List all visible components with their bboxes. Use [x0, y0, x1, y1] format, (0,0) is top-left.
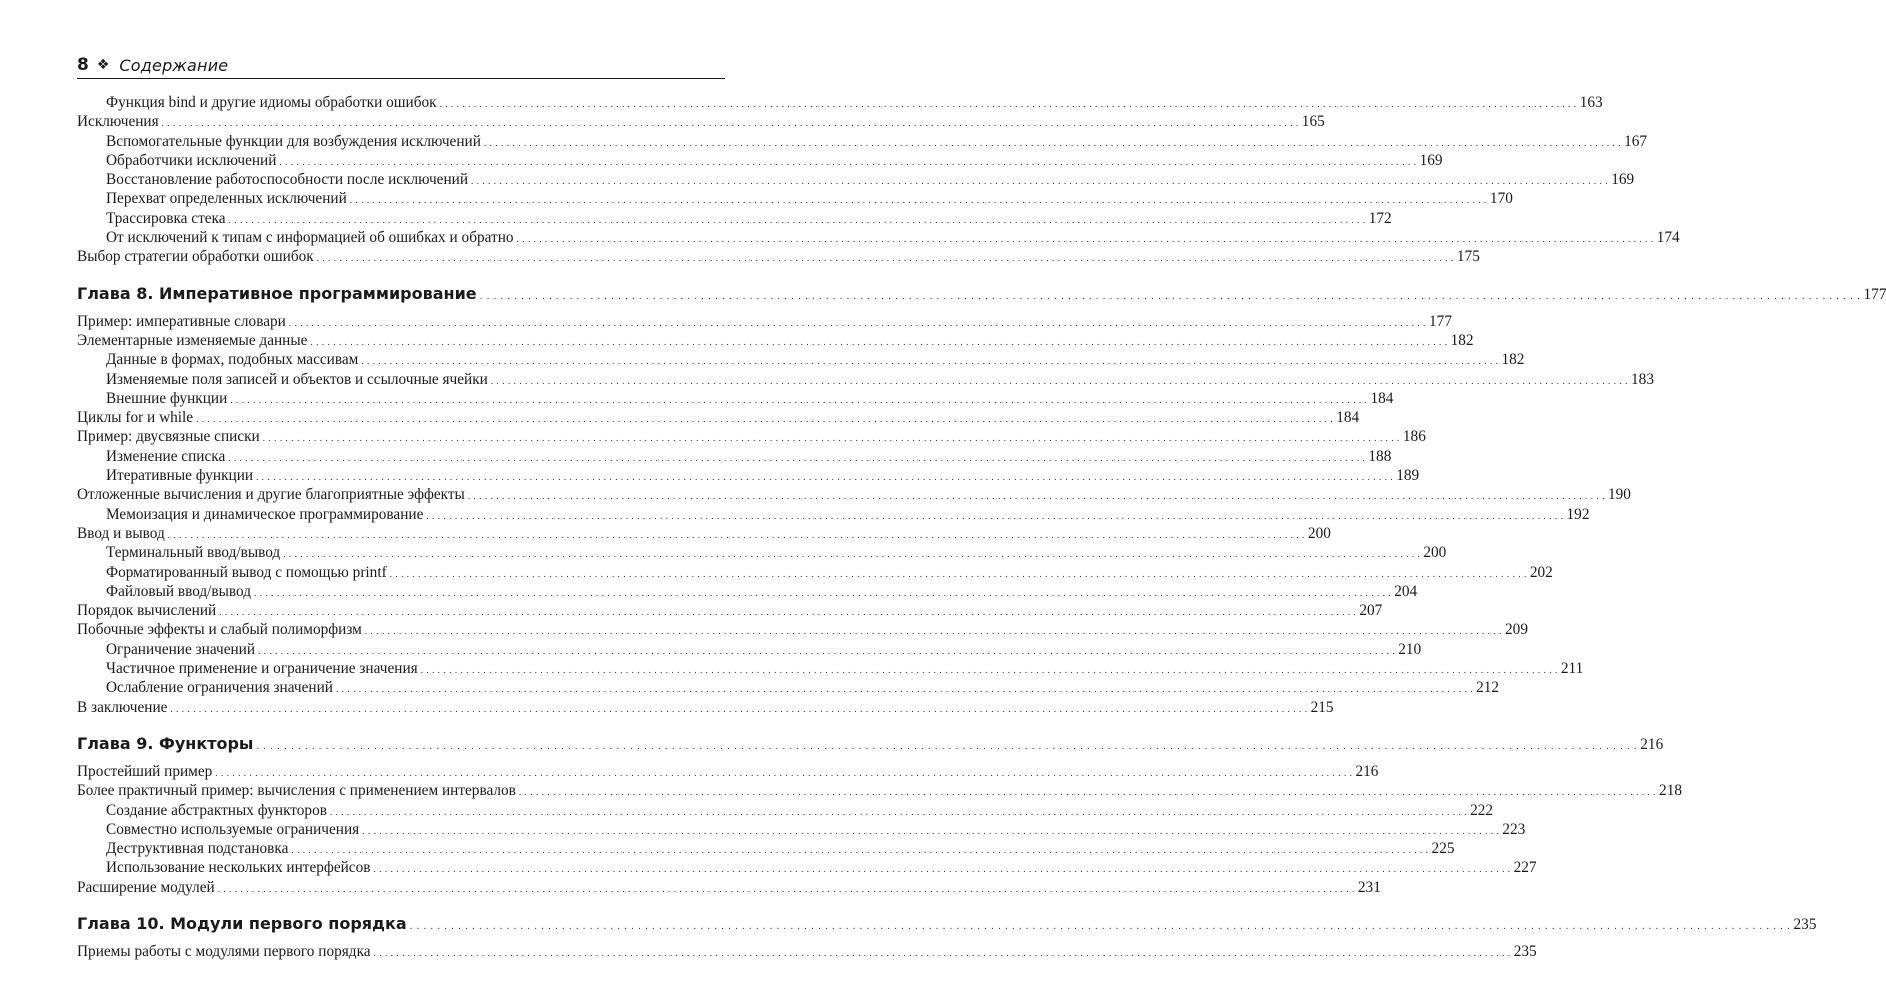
toc-entry-page: 184 — [1370, 389, 1394, 407]
dot-leader: . . . . . . . . . . . . . . . . . . . . . . . . . . . . . . . . . . . . . . . . . . . . . . . . . . . . . . . . . . . . . . . . . . . . . . . . . . . . . . . . . . . . . . . . . . . . . . . . . . . . . . . . . . . . . . . . . . . . . . . . . . . . . . . . . . . . . . . . . . . . . . . . . . . . . . . . . . . . . . . . . . . . . . . . . . . . . . . . . . . . . . . . . . . . . . . . . . . . . . . . — [518, 787, 1657, 798]
toc-entry-page: 212 — [1476, 679, 1500, 697]
toc-entry-page: 167 — [1624, 132, 1648, 150]
toc-entry-title: Терминальный ввод/вывод — [106, 544, 281, 562]
toc-entry-title: Порядок вычислений — [77, 602, 217, 620]
toc-entry-page: 200 — [1423, 544, 1447, 562]
toc-entry-title: Деструктивная подстановка — [106, 840, 289, 858]
toc-entry-title: Частичное применение и ограничение значения — [106, 660, 418, 678]
toc-entry-page: 235 — [1793, 915, 1817, 933]
toc-entry-title: Совместно используемые ограничения — [106, 820, 360, 838]
toc-entry-title: Исключения — [77, 113, 159, 131]
toc-entry-title: Простейший пример — [77, 762, 213, 780]
toc-entry-page: 227 — [1513, 859, 1537, 877]
toc-entry[interactable] — [77, 563, 1553, 582]
toc-entry[interactable] — [77, 942, 1537, 961]
toc-entry-page: 174 — [1656, 229, 1680, 247]
toc-chapter-entry[interactable] — [77, 279, 1886, 309]
dot-leader: . . . . . . . . . . . . . . . . . . . . . . . . . . . . . . . . . . . . . . . . . . . . . . . . . . . . . . . . . . . . . . . . . . . . . . . . . . . . . . . . . . . . . . . . . . . . . . . . . . . . . . . . . . . . . . . . . . . . . . . . . . . . . . . . . . . . . . . . . . . . . . . . . . . . . . . . . . . . . . . . . . . . . . . . . . . . . . . . . . . . . . . . . . . . . . . . . . . . . . . . — [215, 767, 1353, 778]
dot-leader: . . . . . . . . . . . . . . . . . . . . . . . . . . . . . . . . . . . . . . . . . . . . . . . . . . . . . . . . . . . . . . . . . . . . . . . . . . . . . . . . . . . . . . . . . . . . . . . . . . . . . . . . . . . . . . . . . . . . . . . . . . . . . . . . . . . . . . . . . . . . . . . . . . . . . . . . . . . . . . . . . . . . . . . . . . . . . . . . . . . . . . . . . . . . . . . . . . . . . . . . — [471, 176, 1609, 187]
dot-leader: . . . . . . . . . . . . . . . . . . . . . . . . . . . . . . . . . . . . . . . . . . . . . . . . . . . . . . . . . . . . . . . . . . . . . . . . . . . . . . . . . . . . . . . . . . . . . . . . . . . . . . . . . . . . . . . . . . . . . . . . . . . . . . . . . . . . . . . . . . . . . . . . . . . . . . . . . . . . . . . . . . . . . . . . . . . . . . . . . . . . . . . . . . . . . . . . . . . . . . . . — [362, 825, 1500, 836]
toc-entry-page: 190 — [1608, 486, 1631, 504]
toc-entry-title: Файловый ввод/вывод — [106, 582, 252, 600]
toc-entry[interactable] — [77, 659, 1584, 678]
toc-entry[interactable] — [77, 247, 1480, 266]
dot-leader: . . . . . . . . . . . . . . . . . . . . . . . . . . . . . . . . . . . . . . . . . . . . . . . . . . . . . . . . . . . . . . . . . . . . . . . . . . . . . . . . . . . . . . . . . . . . . . . . . . . . . . . . . . . . . . . . . . . . . . . . . . . . . . . . . . . . . . . . . . . . . . . . . . . . . . . . . . . . . . . . . . . . . . . . . . . . . . . . . . . . . . . . . . . . . . . . . . . . . . . . — [361, 356, 1499, 367]
toc-entry-page: 231 — [1357, 878, 1381, 896]
toc-entry[interactable] — [77, 331, 1474, 350]
toc-entry-page: 210 — [1398, 640, 1422, 658]
toc-entry-page: 222 — [1470, 801, 1494, 819]
toc-entry-title: Глава 9. Функторы — [77, 733, 254, 753]
toc-entry-title: Изменяемые поля записей и объектов и ссылочные ячейки — [106, 370, 488, 388]
dot-leader: . . . . . . . . . . . . . . . . . . . . . . . . . . . . . . . . . . . . . . . . . . . . . . . . . . . . . . . . . . . . . . . . . . . . . . . . . . . . . . . . . . . . . . . . . . . . . . . . . . . . . . . . . . . . . . . . . . . . . . . . . . . . . . . . . . . . . . . . . . . . . . . . . . . . . . . . . . . . . . . . . . . . . . . . . . . . . . . . . . . . . . . . . . . . . . . . . . . . . . . . — [420, 665, 1558, 676]
dot-leader: . . . . . . . . . . . . . . . . . . . . . . . . . . . . . . . . . . . . . . . . . . . . . . . . . . . . . . . . . . . . . . . . . . . . . . . . . . . . . . . . . . . . . . . . . . . . . . . . . . . . . . . . . . . . . . . . . . . . . . . . . . . . . . . . . . . . . . . . . . . . . . . . . . . . . . . . . . . . . . . . . . . . . . . . . . . . . . . . . . . . . . . . . . . . . . . . . . . . . . . . — [490, 375, 1629, 386]
dot-leader: . . . . . . . . . . . . . . . . . . . . . . . . . . . . . . . . . . . . . . . . . . . . . . . . . . . . . . . . . . . . . . . . . . . . . . . . . . . . . . . . . . . . . . . . . . . . . . . . . . . . . . . . . . . . . . . . . . . . . . . . . . . . . . . . . . . . . . . . . . . . . . . . . . . . . . . . . . . . . . . . . . . . . . . . . . . . . . . . . . . . . . . . . . . . . . . . . . . . . . . . — [217, 883, 1355, 894]
toc-entry[interactable] — [77, 370, 1654, 389]
toc-entry-title: Ослабление ограничения значений — [106, 679, 333, 697]
toc-entry[interactable] — [77, 524, 1331, 543]
dot-leader: . . . . . . . . . . . . . . . . . . . . . . . . . . . . . . . . . . . . . . . . . . . . . . . . . . . . . . . . . . . . . . . . . . . . . . . . . . . . . . . . . . . . . . . . . . . . . . . . . . . . . . . . . . . . . . . . . . . . . . . . . . . . . . . . . . . . . . . . . . . . . . . . . . . . . . . . . . . . . . . . . . . . . . . . . . . . . . . . . . . . . . . . . . . . . . . . . . . . . . . . — [364, 626, 1503, 637]
dot-leader: . . . . . . . . . . . . . . . . . . . . . . . . . . . . . . . . . . . . . . . . . . . . . . . . . . . . . . . . . . . . . . . . . . . . . . . . . . . . . . . . . . . . . . . . . . . . . . . . . . . . . . . . . . . . . . . . . . . . . . . . . . . . . . . . . . . . . . . . . . . . . . . . . . . . . . . . . . . . . . . . . . . . . . . . . . . . . . . . . . . . . . . . . . . . . . . . . . . . . . . . — [256, 741, 1638, 752]
toc-entry[interactable] — [77, 485, 1631, 504]
dot-leader: . . . . . . . . . . . . . . . . . . . . . . . . . . . . . . . . . . . . . . . . . . . . . . . . . . . . . . . . . . . . . . . . . . . . . . . . . . . . . . . . . . . . . . . . . . . . . . . . . . . . . . . . . . . . . . . . . . . . . . . . . . . . . . . . . . . . . . . . . . . . . . . . . . . . . . . . . . . . . . . . . . . . . . . . . . . . . . . . . . . . . . . . . . . . . . . . . . . . . . . . — [335, 684, 1474, 695]
toc-entry-page: 218 — [1659, 782, 1682, 800]
toc-entry-title: Внешние функции — [106, 389, 228, 407]
running-header — [77, 52, 725, 79]
dot-leader: . . . . . . . . . . . . . . . . . . . . . . . . . . . . . . . . . . . . . . . . . . . . . . . . . . . . . . . . . . . . . . . . . . . . . . . . . . . . . . . . . . . . . . . . . . . . . . . . . . . . . . . . . . . . . . . . . . . . . . . . . . . . . . . . . . . . . . . . . . . . . . . . . . . . . . . . . . . . . . . . . . . . . . . . . . . . . . . . . . . . . . . . . . . . . . . . . . . . . . . . — [228, 452, 1366, 463]
toc-entry-page: 186 — [1402, 428, 1426, 446]
dot-leader: . . . . . . . . . . . . . . . . . . . . . . . . . . . . . . . . . . . . . . . . . . . . . . . . . . . . . . . . . . . . . . . . . . . . . . . . . . . . . . . . . . . . . . . . . . . . . . . . . . . . . . . . . . . . . . . . . . . . . . . . . . . . . . . . . . . . . . . . . . . . . . . . . . . . . . . . . . . . . . . . . . . . . . . . . . . . . . . . . . . . . . . . . . . . . . . . . . . . . . . . — [288, 317, 1427, 328]
toc-entry[interactable] — [77, 112, 1325, 131]
dot-leader: . . . . . . . . . . . . . . . . . . . . . . . . . . . . . . . . . . . . . . . . . . . . . . . . . . . . . . . . . . . . . . . . . . . . . . . . . . . . . . . . . . . . . . . . . . . . . . . . . . . . . . . . . . . . . . . . . . . . . . . . . . . . . . . . . . . . . . . . . . . . . . . . . . . . . . . . . . . . . . . . . . . . . . . . . . . . . . . . . . . . . . . . . . . . . . . . . . . . . . . . — [316, 253, 1454, 264]
dot-leader: . . . . . . . . . . . . . . . . . . . . . . . . . . . . . . . . . . . . . . . . . . . . . . . . . . . . . . . . . . . . . . . . . . . . . . . . . . . . . . . . . . . . . . . . . . . . . . . . . . . . . . . . . . . . . . . . . . . . . . . . . . . . . . . . . . . . . . . . . . . . . . . . . . . . . . . . . . . . . . . . . . . . . . . . . . . . . . . . . . . . . . . . . . . . . . . . . . . . . . . . — [170, 703, 1308, 714]
toc-entry-title: Функция bind и другие идиомы обработки ошибок — [106, 94, 437, 111]
toc-entry-title: Более практичный пример: вычисления с применением интервалов — [77, 782, 516, 800]
toc-chapter-entry[interactable] — [77, 909, 1817, 939]
toc-entry-title: Ввод и вывод — [77, 524, 165, 542]
toc-entry-page: 200 — [1307, 524, 1331, 542]
toc-entry-title: От исключений к типам с информацией об ошибках и обратно — [106, 229, 514, 247]
toc-entry-page: 216 — [1355, 762, 1379, 780]
dot-leader: . . . . . . . . . . . . . . . . . . . . . . . . . . . . . . . . . . . . . . . . . . . . . . . . . . . . . . . . . . . . . . . . . . . . . . . . . . . . . . . . . . . . . . . . . . . . . . . . . . . . . . . . . . . . . . . . . . . . . . . . . . . . . . . . . . . . . . . . . . . . . . . . . . . . . . . . . . . . . . . . . . . . . . . . . . . . . . . . . . . . . . . . . . . . . . . . . . . . . . . . — [256, 472, 1394, 483]
toc-entry-page: 189 — [1396, 467, 1420, 485]
toc-entry[interactable] — [77, 762, 1379, 781]
dot-leader: . . . . . . . . . . . . . . . . . . . . . . . . . . . . . . . . . . . . . . . . . . . . . . . . . . . . . . . . . . . . . . . . . . . . . . . . . . . . . . . . . . . . . . . . . . . . . . . . . . . . . . . . . . . . . . . . . . . . . . . . . . . . . . . . . . . . . . . . . . . . . . . . . . . . . . . . . . . . . . . . . . . . . . . . . . . . . . . . . . . . . . . . . . . . . . . . . . . . . . . . — [262, 433, 1400, 444]
toc-entry-page: 192 — [1566, 505, 1590, 523]
toc-entry[interactable] — [77, 389, 1394, 408]
toc-entry-title: Пример: императивные словари — [77, 312, 286, 330]
toc-entry[interactable] — [77, 209, 1392, 228]
toc-entry[interactable] — [77, 698, 1334, 717]
toc-entry-title: Глава 10. Модули первого порядка — [77, 913, 407, 933]
dot-leader: . . . . . . . . . . . . . . . . . . . . . . . . . . . . . . . . . . . . . . . . . . . . . . . . . . . . . . . . . . . . . . . . . . . . . . . . . . . . . . . . . . . . . . . . . . . . . . . . . . . . . . . . . . . . . . . . . . . . . . . . . . . . . . . . . . . . . . . . . . . . . . . . . . . . . . . . . . . . . . . . . . . . . . . . . . . . . . . . . . . . . . . . . . . . . . . . . . . . . . . . — [219, 607, 1357, 618]
dot-leader: . . . . . . . . . . . . . . . . . . . . . . . . . . . . . . . . . . . . . . . . . . . . . . . . . . . . . . . . . . . . . . . . . . . . . . . . . . . . . . . . . . . . . . . . . . . . . . . . . . . . . . . . . . . . . . . . . . . . . . . . . . . . . . . . . . . . . . . . . . . . . . . . . . . . . . . . . . . . . . . . . . . . . . . . . . . . . . . . . . . . . . . . . . . . . . . . . . . . . . . . — [161, 118, 1299, 129]
toc-entry-page: 172 — [1368, 209, 1392, 227]
toc-entry-page: 177 — [1429, 312, 1452, 330]
toc-entry-page: 225 — [1431, 840, 1455, 858]
toc-entry[interactable] — [77, 312, 1452, 331]
toc-entry[interactable] — [77, 93, 1603, 112]
toc-entry-page: 209 — [1505, 621, 1528, 639]
dot-leader: . . . . . . . . . . . . . . . . . . . . . . . . . . . . . . . . . . . . . . . . . . . . . . . . . . . . . . . . . . . . . . . . . . . . . . . . . . . . . . . . . . . . . . . . . . . . . . . . . . . . . . . . . . . . . . . . . . . . . . . . . . . . . . . . . . . . . . . . . . . . . . . . . . . . . . . . . . . . . . . . . . . . . . . . . . . . . . . . . . . . . . . . . . . . . . . . . . . . . . . . — [279, 156, 1417, 167]
toc-entry[interactable] — [77, 228, 1680, 247]
table-of-contents — [77, 93, 1886, 961]
toc-entry[interactable] — [77, 505, 1590, 524]
toc-entry[interactable] — [77, 543, 1447, 562]
toc-entry-title: Создание абстрактных функторов — [106, 801, 327, 819]
toc-entry-page: 215 — [1310, 698, 1334, 716]
toc-entry[interactable] — [77, 601, 1383, 620]
dot-leader: . . . . . . . . . . . . . . . . . . . . . . . . . . . . . . . . . . . . . . . . . . . . . . . . . . . . . . . . . . . . . . . . . . . . . . . . . . . . . . . . . . . . . . . . . . . . . . . . . . . . . . . . . . . . . . . . . . . . . . . . . . . . . . . . . . . . . . . . . . . . . . . . . . . . . . . . . . . . . . . . . . . . . . . . . . . . . . . . . . . . . . . . . . . . . . . . . . . . . . . . — [389, 568, 1527, 579]
toc-entry-page: 169 — [1611, 171, 1635, 189]
toc-entry-title: Данные в формах, подобных массивам — [106, 351, 359, 369]
dot-leader: . . . . . . . . . . . . . . . . . . . . . . . . . . . . . . . . . . . . . . . . . . . . . . . . . . . . . . . . . . . . . . . . . . . . . . . . . . . . . . . . . . . . . . . . . . . . . . . . . . . . . . . . . . . . . . . . . . . . . . . . . . . . . . . . . . . . . . . . . . . . . . . . . . . . . . . . . . . . . . . . . . . . . . . . . . . . . . . . . . . . . . . . . . . . . . . . . . . . . . . . — [409, 921, 1791, 932]
dot-leader: . . . . . . . . . . . . . . . . . . . . . . . . . . . . . . . . . . . . . . . . . . . . . . . . . . . . . . . . . . . . . . . . . . . . . . . . . . . . . . . . . . . . . . . . . . . . . . . . . . . . . . . . . . . . . . . . . . . . . . . . . . . . . . . . . . . . . . . . . . . . . . . . . . . . . . . . . . . . . . . . . . . . . . . . . . . . . . . . . . . . . . . . . . . . . . . . . . . . . . . . — [479, 291, 1861, 302]
toc-entry-title: Побочные эффекты и слабый полиморфизм — [77, 621, 362, 639]
toc-entry-title: Пример: двусвязные списки — [77, 428, 260, 446]
toc-entry[interactable] — [77, 170, 1635, 189]
toc-entry-title: Форматированный вывод с помощью printf — [106, 563, 387, 581]
toc-entry[interactable] — [77, 801, 1494, 820]
toc-entry-title: Ограничение значений — [106, 640, 256, 658]
toc-entry[interactable] — [77, 640, 1422, 659]
toc-entry[interactable] — [77, 350, 1525, 369]
toc-entry-page: 204 — [1394, 582, 1418, 600]
dot-leader: . . . . . . . . . . . . . . . . . . . . . . . . . . . . . . . . . . . . . . . . . . . . . . . . . . . . . . . . . . . . . . . . . . . . . . . . . . . . . . . . . . . . . . . . . . . . . . . . . . . . . . . . . . . . . . . . . . . . . . . . . . . . . . . . . . . . . . . . . . . . . . . . . . . . . . . . . . . . . . . . . . . . . . . . . . . . . . . . . . . . . . . . . . . . . . . . . . . . . . . . — [228, 214, 1366, 225]
toc-entry[interactable] — [77, 878, 1381, 897]
dot-leader: . . . . . . . . . . . . . . . . . . . . . . . . . . . . . . . . . . . . . . . . . . . . . . . . . . . . . . . . . . . . . . . . . . . . . . . . . . . . . . . . . . . . . . . . . . . . . . . . . . . . . . . . . . . . . . . . . . . . . . . . . . . . . . . . . . . . . . . . . . . . . . . . . . . . . . . . . . . . . . . . . . . . . . . . . . . . . . . . . . . . . . . . . . . . . . . . . . . . . . . . — [230, 394, 1368, 405]
toc-entry[interactable] — [77, 820, 1526, 839]
toc-entry-title: Расширение модулей — [77, 878, 215, 896]
toc-chapter-entry[interactable] — [77, 729, 1664, 759]
toc-entry[interactable] — [77, 132, 1648, 151]
toc-entry-page: 175 — [1456, 248, 1480, 266]
toc-entry-title: Восстановление работоспособности после исключений — [106, 171, 469, 189]
toc-entry[interactable] — [77, 781, 1682, 800]
dot-leader: . . . . . . . . . . . . . . . . . . . . . . . . . . . . . . . . . . . . . . . . . . . . . . . . . . . . . . . . . . . . . . . . . . . . . . . . . . . . . . . . . . . . . . . . . . . . . . . . . . . . . . . . . . . . . . . . . . . . . . . . . . . . . . . . . . . . . . . . . . . . . . . . . . . . . . . . . . . . . . . . . . . . . . . . . . . . . . . . . . . . . . . . . . . . . . . . . . . . . . . . — [291, 845, 1429, 856]
toc-entry[interactable] — [77, 408, 1360, 427]
dot-leader: . . . . . . . . . . . . . . . . . . . . . . . . . . . . . . . . . . . . . . . . . . . . . . . . . . . . . . . . . . . . . . . . . . . . . . . . . . . . . . . . . . . . . . . . . . . . . . . . . . . . . . . . . . . . . . . . . . . . . . . . . . . . . . . . . . . . . . . . . . . . . . . . . . . . . . . . . . . . . . . . . . . . . . . . . . . . . . . . . . . . . . . . . . . . . . . . . . . . . . . . — [254, 587, 1392, 598]
dot-leader: . . . . . . . . . . . . . . . . . . . . . . . . . . . . . . . . . . . . . . . . . . . . . . . . . . . . . . . . . . . . . . . . . . . . . . . . . . . . . . . . . . . . . . . . . . . . . . . . . . . . . . . . . . . . . . . . . . . . . . . . . . . . . . . . . . . . . . . . . . . . . . . . . . . . . . . . . . . . . . . . . . . . . . . . . . . . . . . . . . . . . . . . . . . . . . . . . . . . . . . . — [516, 234, 1654, 245]
toc-entry-title: Элементарные изменяемые данные — [77, 331, 308, 349]
dot-leader: . . . . . . . . . . . . . . . . . . . . . . . . . . . . . . . . . . . . . . . . . . . . . . . . . . . . . . . . . . . . . . . . . . . . . . . . . . . . . . . . . . . . . . . . . . . . . . . . . . . . . . . . . . . . . . . . . . . . . . . . . . . . . . . . . . . . . . . . . . . . . . . . . . . . . . . . . . . . . . . . . . . . . . . . . . . . . . . . . . . . . . . . . . . . . . . . . . . . . . . . — [167, 529, 1305, 540]
dot-leader: . . . . . . . . . . . . . . . . . . . . . . . . . . . . . . . . . . . . . . . . . . . . . . . . . . . . . . . . . . . . . . . . . . . . . . . . . . . . . . . . . . . . . . . . . . . . . . . . . . . . . . . . . . . . . . . . . . . . . . . . . . . . . . . . . . . . . . . . . . . . . . . . . . . . . . . . . . . . . . . . . . . . . . . . . . . . . . . . . . . . . . . . . . . . . . . . . . . . . . . . — [483, 137, 1622, 148]
toc-entry[interactable] — [77, 858, 1537, 877]
toc-entry-page: 235 — [1513, 942, 1537, 960]
toc-entry-page: 169 — [1419, 151, 1443, 169]
toc-entry-title: Приемы работы с модулями первого порядка — [77, 942, 371, 960]
toc-entry-page: 182 — [1501, 351, 1525, 369]
toc-entry-title: Перехват определенных исключений — [106, 190, 347, 208]
toc-entry-page: 211 — [1560, 660, 1584, 678]
dot-leader: . . . . . . . . . . . . . . . . . . . . . . . . . . . . . . . . . . . . . . . . . . . . . . . . . . . . . . . . . . . . . . . . . . . . . . . . . . . . . . . . . . . . . . . . . . . . . . . . . . . . . . . . . . . . . . . . . . . . . . . . . . . . . . . . . . . . . . . . . . . . . . . . . . . . . . . . . . . . . . . . . . . . . . . . . . . . . . . . . . . . . . . . . . . . . . . . . . . . . . . . — [373, 947, 1511, 958]
toc-entry[interactable] — [77, 620, 1528, 639]
dot-leader: . . . . . . . . . . . . . . . . . . . . . . . . . . . . . . . . . . . . . . . . . . . . . . . . . . . . . . . . . . . . . . . . . . . . . . . . . . . . . . . . . . . . . . . . . . . . . . . . . . . . . . . . . . . . . . . . . . . . . . . . . . . . . . . . . . . . . . . . . . . . . . . . . . . . . . . . . . . . . . . . . . . . . . . . . . . . . . . . . . . . . . . . . . . . . . . . . . . . . . . . — [329, 806, 1468, 817]
toc-entry[interactable] — [77, 151, 1443, 170]
toc-entry-page: 182 — [1450, 331, 1474, 349]
toc-entry[interactable] — [77, 466, 1420, 485]
toc-entry-title: Изменение списка — [106, 447, 226, 465]
toc-entry-page: 170 — [1489, 190, 1513, 208]
toc-entry-page: 223 — [1502, 820, 1526, 838]
toc-entry-page: 177 — [1863, 285, 1886, 303]
dot-leader: . . . . . . . . . . . . . . . . . . . . . . . . . . . . . . . . . . . . . . . . . . . . . . . . . . . . . . . . . . . . . . . . . . . . . . . . . . . . . . . . . . . . . . . . . . . . . . . . . . . . . . . . . . . . . . . . . . . . . . . . . . . . . . . . . . . . . . . . . . . . . . . . . . . . . . . . . . . . . . . . . . . . . . . . . . . . . . . . . . . . . . . . . . . . . . . . . . . . . . . . — [310, 336, 1448, 347]
toc-entry-page: 202 — [1529, 563, 1553, 581]
toc-entry-title: Мемоизация и динамическое программирование — [106, 505, 424, 523]
toc-entry-page: 163 — [1579, 94, 1603, 111]
toc-entry[interactable] — [77, 839, 1455, 858]
dot-leader: . . . . . . . . . . . . . . . . . . . . . . . . . . . . . . . . . . . . . . . . . . . . . . . . . . . . . . . . . . . . . . . . . . . . . . . . . . . . . . . . . . . . . . . . . . . . . . . . . . . . . . . . . . . . . . . . . . . . . . . . . . . . . . . . . . . . . . . . . . . . . . . . . . . . . . . . . . . . . . . . . . . . . . . . . . . . . . . . . . . . . . . . . . . . . . . . . . . . . . . . — [349, 195, 1487, 206]
toc-entry[interactable] — [77, 582, 1418, 601]
dot-leader: . . . . . . . . . . . . . . . . . . . . . . . . . . . . . . . . . . . . . . . . . . . . . . . . . . . . . . . . . . . . . . . . . . . . . . . . . . . . . . . . . . . . . . . . . . . . . . . . . . . . . . . . . . . . . . . . . . . . . . . . . . . . . . . . . . . . . . . . . . . . . . . . . . . . . . . . . . . . . . . . . . . . . . . . . . . . . . . . . . . . . . . . . . . . . . . . . . . . . . . . — [373, 864, 1511, 875]
toc-entry-title: Итеративные функции — [106, 467, 254, 485]
toc-entry-page: 165 — [1301, 113, 1325, 131]
toc-entry-title: Обработчики исключений — [106, 151, 277, 169]
toc-entry-title: Отложенные вычисления и другие благоприятные эффекты — [77, 486, 465, 504]
toc-entry-title: Циклы for и while — [77, 409, 194, 427]
toc-entry[interactable] — [77, 189, 1513, 208]
toc-entry-page: 207 — [1359, 602, 1383, 620]
toc-entry-page: 188 — [1368, 447, 1392, 465]
dot-leader: . . . . . . . . . . . . . . . . . . . . . . . . . . . . . . . . . . . . . . . . . . . . . . . . . . . . . . . . . . . . . . . . . . . . . . . . . . . . . . . . . . . . . . . . . . . . . . . . . . . . . . . . . . . . . . . . . . . . . . . . . . . . . . . . . . . . . . . . . . . . . . . . . . . . . . . . . . . . . . . . . . . . . . . . . . . . . . . . . . . . . . . . . . . . . . . . . . . . . . . . — [196, 414, 1334, 425]
toc-entry-title: Использование нескольких интерфейсов — [106, 859, 371, 877]
toc-entry-title: В заключение — [77, 698, 168, 716]
dot-leader: . . . . . . . . . . . . . . . . . . . . . . . . . . . . . . . . . . . . . . . . . . . . . . . . . . . . . . . . . . . . . . . . . . . . . . . . . . . . . . . . . . . . . . . . . . . . . . . . . . . . . . . . . . . . . . . . . . . . . . . . . . . . . . . . . . . . . . . . . . . . . . . . . . . . . . . . . . . . . . . . . . . . . . . . . . . . . . . . . . . . . . . . . . . . . . . . . . . . . . . . — [439, 99, 1577, 109]
dot-leader: . . . . . . . . . . . . . . . . . . . . . . . . . . . . . . . . . . . . . . . . . . . . . . . . . . . . . . . . . . . . . . . . . . . . . . . . . . . . . . . . . . . . . . . . . . . . . . . . . . . . . . . . . . . . . . . . . . . . . . . . . . . . . . . . . . . . . . . . . . . . . . . . . . . . . . . . . . . . . . . . . . . . . . . . . . . . . . . . . . . . . . . . . . . . . . . . . . . . . . . . — [467, 491, 1605, 502]
dot-leader: . . . . . . . . . . . . . . . . . . . . . . . . . . . . . . . . . . . . . . . . . . . . . . . . . . . . . . . . . . . . . . . . . . . . . . . . . . . . . . . . . . . . . . . . . . . . . . . . . . . . . . . . . . . . . . . . . . . . . . . . . . . . . . . . . . . . . . . . . . . . . . . . . . . . . . . . . . . . . . . . . . . . . . . . . . . . . . . . . . . . . . . . . . . . . . . . . . . . . . . . — [283, 549, 1421, 560]
dot-leader: . . . . . . . . . . . . . . . . . . . . . . . . . . . . . . . . . . . . . . . . . . . . . . . . . . . . . . . . . . . . . . . . . . . . . . . . . . . . . . . . . . . . . . . . . . . . . . . . . . . . . . . . . . . . . . . . . . . . . . . . . . . . . . . . . . . . . . . . . . . . . . . . . . . . . . . . . . . . . . . . . . . . . . . . . . . . . . . . . . . . . . . . . . . . . . . . . . . . . . . . — [426, 510, 1564, 521]
page-number: 8 — [77, 55, 89, 75]
toc-entry[interactable] — [77, 678, 1500, 697]
dot-leader: . . . . . . . . . . . . . . . . . . . . . . . . . . . . . . . . . . . . . . . . . . . . . . . . . . . . . . . . . . . . . . . . . . . . . . . . . . . . . . . . . . . . . . . . . . . . . . . . . . . . . . . . . . . . . . . . . . . . . . . . . . . . . . . . . . . . . . . . . . . . . . . . . . . . . . . . . . . . . . . . . . . . . . . . . . . . . . . . . . . . . . . . . . . . . . . . . . . . . . . . — [258, 645, 1396, 656]
toc-entry[interactable] — [77, 447, 1392, 466]
toc-entry-title: Выбор стратегии обработки ошибок — [77, 248, 314, 266]
toc-entry-title: Вспомогательные функции для возбуждения исключений — [106, 132, 481, 150]
diamond-separator-icon: ❖ — [96, 57, 110, 73]
toc-entry-title: Трассировка стека — [106, 209, 226, 227]
toc-entry-title: Глава 8. Императивное программирование — [77, 283, 477, 303]
toc-entry-page: 183 — [1631, 370, 1654, 388]
toc-entry-page: 216 — [1640, 735, 1664, 753]
toc-entry-page: 184 — [1336, 409, 1360, 427]
toc-entry[interactable] — [77, 427, 1426, 446]
section-title: Содержание — [119, 55, 229, 75]
